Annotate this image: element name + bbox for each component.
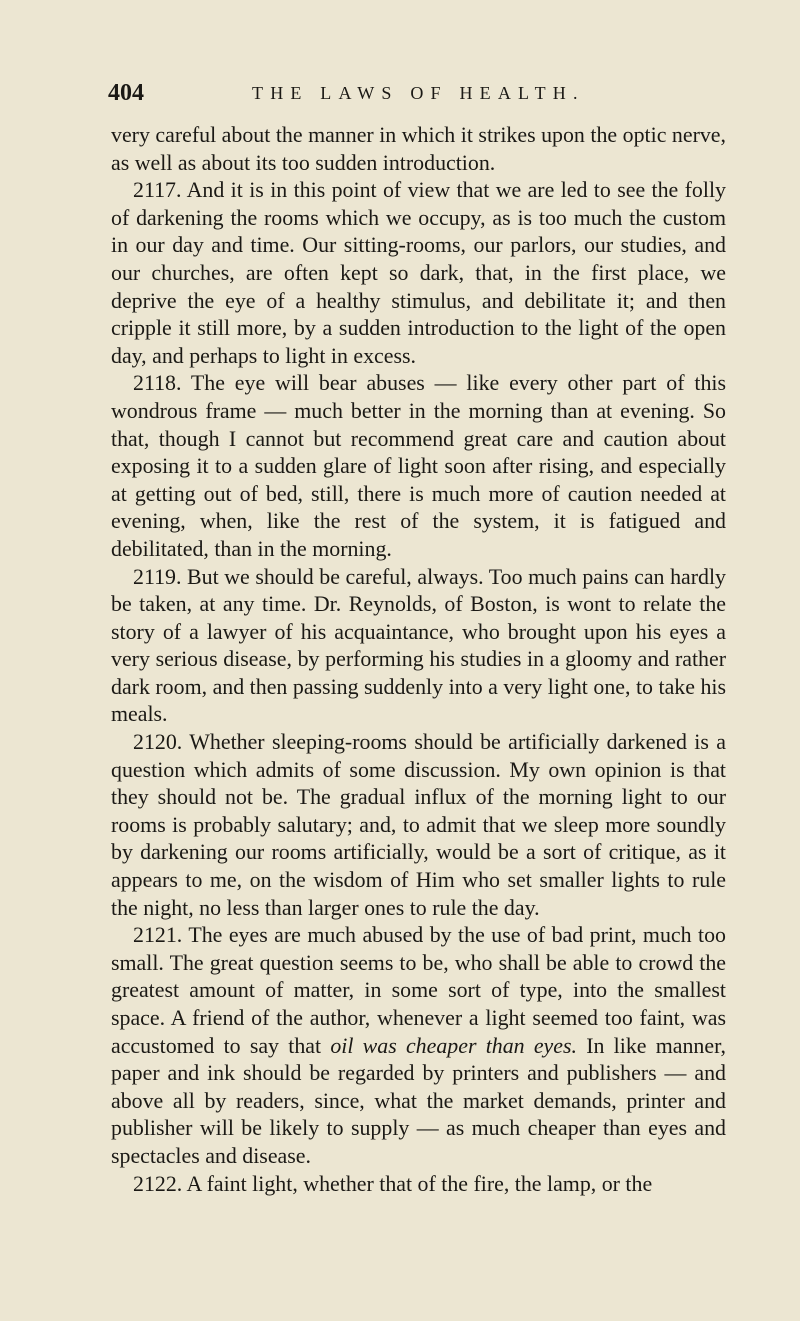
running-head xyxy=(108,78,728,108)
paragraph-continuation: very careful about the manner in which it strikes upon the optic nerve, as well as about its too sudden introduction. xyxy=(111,122,726,175)
italic-emphasis: oil was cheaper than eyes. xyxy=(330,1032,577,1058)
paragraph-2121 xyxy=(111,921,726,1169)
running-title: THE LAWS OF HEALTH. xyxy=(252,83,585,103)
paragraph-2121-text-start: 2121. The eyes are much abused by the use of bad print, much too small. The great question seems to be, who shall be able to crowd the greatest amount of matter, in some sort of type, into the smallest space. A friend of the author, whenever a light seemed too faint, was accustomed to say that xyxy=(111,922,726,1058)
paragraph-2118: 2118. The eye will bear abuses — like every other part of this wondrous frame — much better in the morning than at evening. So that, though I cannot but recommend great care and caution about exposing it to a sudden glare of light soon after rising, and especially at getting out of bed, still, there is much more of caution needed at evening, when, like the rest of the system, it is fatigued and debilitated, than in the morning. xyxy=(111,370,726,561)
paragraph-2120: 2120. Whether sleeping-rooms should be artificially darkened is a question which admits of some discussion. My own opinion is that they should not be. The gradual influx of the morning light to our rooms is probably salutary; and, to admit that we sleep more soundly by darkening our rooms artificially, would be a sort of critique, as it appears to me, on the wisdom of Him who set smaller lights to rule the night, no less than larger ones to rule the day. xyxy=(111,729,726,920)
paragraph-2121-text-end: In like manner, paper and ink should be regarded by printers and publishers — and above all by readers, since, what the market demands, printer and publisher will be likely to supply — as much cheaper than eyes and spectacles and disease. xyxy=(111,1032,726,1168)
paragraph-2119: 2119. But we should be careful, always. Too much pains can hardly be taken, at any time. Dr. Reynolds, of Boston, is wont to relate the story of a lawyer of his acquaintance, who brought upon his eyes a very serious disease, by performing his studies in a gloomy and rather dark room, and then passing suddenly into a very light one, to take his meals. xyxy=(111,563,726,727)
body-text xyxy=(111,121,726,1197)
paragraph-2117: 2117. And it is in this point of view that we are led to see the folly of darkening the rooms which we occupy, as is too much the custom in our day and time. Our sitting-rooms, our parlors, our studies, and our churches, are often kept so dark, that, in the first place, we deprive the eye of a healthy stimulus, and debilitate it; and then cripple it still more, by a sudden introduction to the light of the open day, and perhaps to light in excess. xyxy=(111,177,726,368)
paragraph-2122: 2122. A faint light, whether that of the fire, the lamp, or the xyxy=(133,1170,653,1196)
page-number: 404 xyxy=(108,80,144,106)
